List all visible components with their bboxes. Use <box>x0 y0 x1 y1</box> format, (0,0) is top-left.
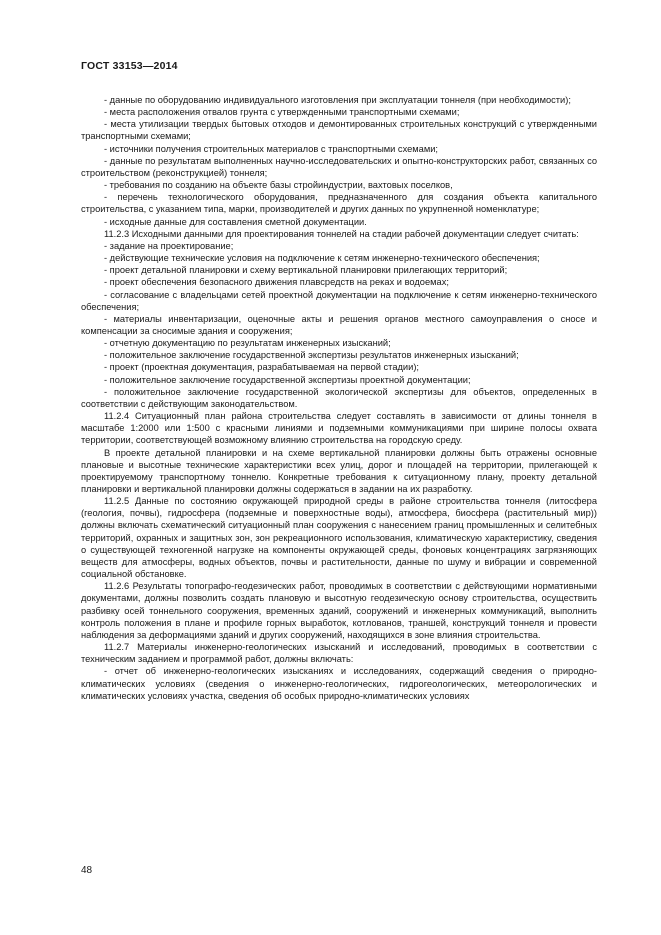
paragraph: В проекте детальной планировки и на схеме вертикальной планировки должны быть отражены основные плановые и высотные технические характеристики всех улиц, дорог и площадей на территории, прилегающей к проектируемому транспортному тоннелю. Конкретные требования к ситуационному плану, проекту детальной планировки и вертикальной планировки должны содержаться в задании на их разработку. <box>81 447 597 494</box>
page-number: 48 <box>81 865 93 876</box>
paragraph: - отчетную документацию по результатам инженерных изысканий; <box>104 338 391 349</box>
paragraph: - положительное заключение государственной экологической экспертизы для объектов, определенных в соответствии с действующим законодательством. <box>81 386 597 409</box>
paragraph: 11.2.6 Результаты топографо-геодезических работ, проводимых в соответствии с действующими нормативными документами, должны позволить создать плановую и высотную геодезическую основу строительства, осуществить разбивку осей тоннельного сооружения, временных зданий, сооружений и инженерных коммуникаций, выполнить контроль положения в плане и профиле горных выработок, котлованов, траншей, конструкций тоннеля и провести наблюдения за деформациями зданий и других сооружений, находящихся в зоне влияния строительства. <box>81 581 597 640</box>
paragraph: - положительное заключение государственной экспертизы проектной документации; <box>104 374 471 385</box>
paragraph: - действующие технические условия на подключение к сетям инженерно-технического обеспечения; <box>104 253 540 264</box>
paragraph: 11.2.4 Ситуационный план района строительства следует составлять в зависимости от длины тоннеля в масштабе 1:2000 или 1:500 с красными линиями и подземными коммуникациями при ширине полосы охвата территории, соответствующей возможному влиянию строительства на городскую среду. <box>81 411 597 446</box>
paragraph: - требования по созданию на объекте базы стройиндустрии, вахтовых поселков, <box>104 180 453 191</box>
document-header: ГОСТ 33153—2014 <box>81 60 178 72</box>
paragraph: - отчет об инженерно-геологических изысканиях и исследованиях, содержащий сведения о природно-климатических условиях (сведения о инженерно-геологических, гидрогеологических, метеорологических и климатических условиях участка, сведения об особых природно-климатических условиях <box>81 666 597 701</box>
paragraph: - места утилизации твердых бытовых отходов и демонтированных строительных конструкций с утвержденными транспортными схемами; <box>81 119 597 142</box>
paragraph: 11.2.5 Данные по состоянию окружающей природной среды в районе строительства тоннеля (литосфера (геология, почвы), гидросфера (подземные и поверхностные воды), атмосфера, биосфера (растительный мир)) должны включать схематический ситуационный план сооружения с нанесением границ промышленных и селитебных территорий, охранных и защитных зон, зон рекреационного использования, климатическую характеристику, сведения о существующей техногенной нагрузке на компоненты окружающей среды, фоновых концентрациях загрязняющих веществ для атмосферы, водных объектов, почвы и растительности, данные по шуму и вибрации и современной социальной обстановке. <box>81 496 597 580</box>
paragraph: - исходные данные для составления сметной документации. <box>104 216 367 227</box>
paragraph: - проект обеспечения безопасного движения плавсредств на реках и водоемах; <box>104 277 449 288</box>
paragraph: 11.2.7 Материалы инженерно-геологических изысканий и исследований, проводимых в соответствии с техническим заданием и программой работ, должны включать: <box>81 642 597 665</box>
paragraph: - проект (проектная документация, разрабатываемая на первой стадии); <box>104 362 419 373</box>
paragraph: - положительное заключение государственной экспертизы результатов инженерных изысканий; <box>104 350 519 361</box>
paragraph: - задание на проектирование; <box>104 240 234 251</box>
paragraph: - данные по результатам выполненных научно-исследовательских и опытно-конструкторских работ, связанных со строительством (реконструкцией) тоннеля; <box>81 155 597 178</box>
paragraph: - источники получения строительных материалов с транспортными схемами; <box>104 143 439 154</box>
document-body <box>81 94 597 702</box>
paragraph: - проект детальной планировки и схему вертикальной планировки прилегающих территорий; <box>104 265 508 276</box>
paragraph: 11.2.3 Исходными данными для проектирования тоннелей на стадии рабочей документации следует считать: <box>104 228 579 239</box>
paragraph: - перечень технологического оборудования, предназначенного для создания объекта капитального строительства, с указанием типа, марки, производителей и других данных по укрупненной номенклатуре; <box>81 192 597 215</box>
paragraph: - согласование с владельцами сетей проектной документации на подключение к сетям инженерно-технического обеспечения; <box>81 289 597 312</box>
paragraph: - материалы инвентаризации, оценочные акты и решения органов местного самоуправления о сносе и компенсации за сносимые здания и сооружения; <box>81 313 597 336</box>
paragraph: - данные по оборудованию индивидуального изготовления при эксплуатации тоннеля (при необходимости); <box>104 95 571 105</box>
paragraph: - места расположения отвалов грунта с утвержденными транспортными схемами; <box>104 107 460 118</box>
